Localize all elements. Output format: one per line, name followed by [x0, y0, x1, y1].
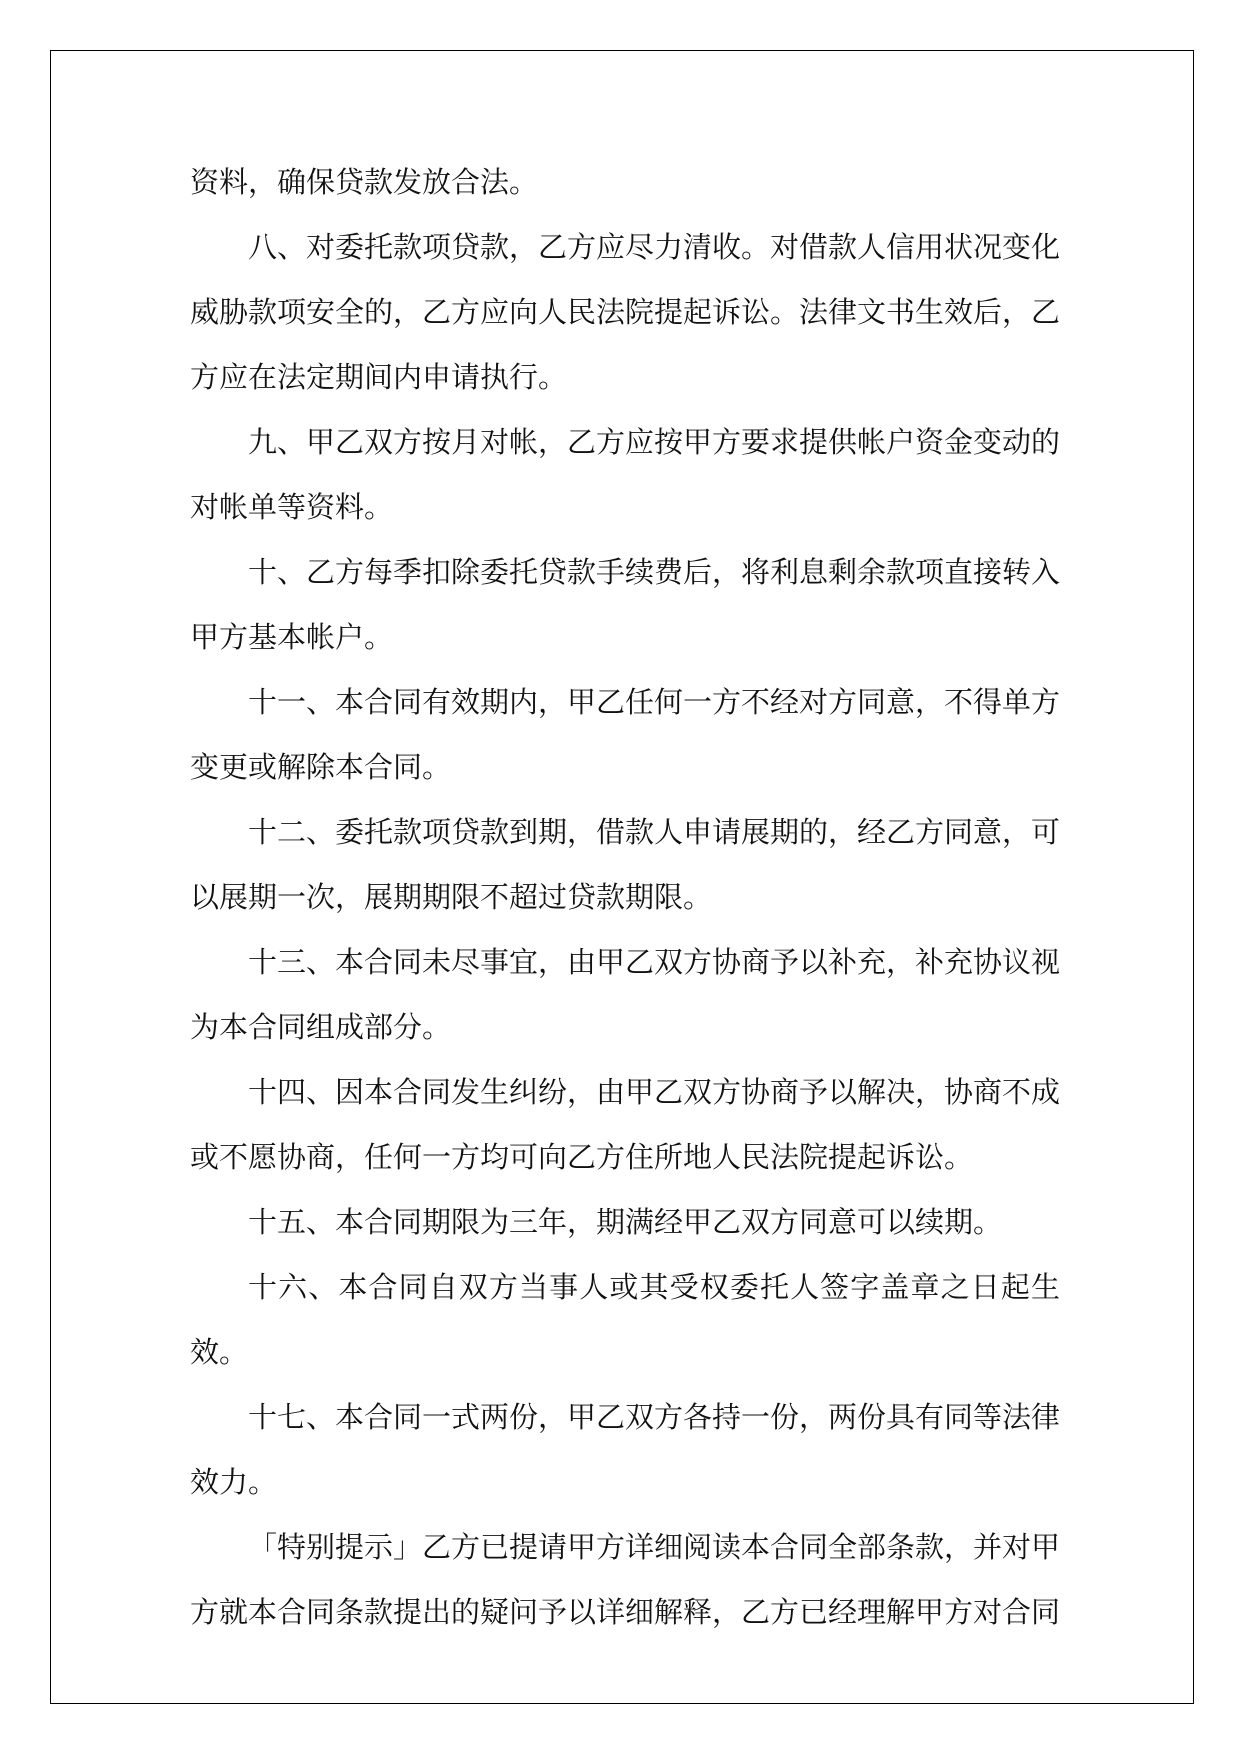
paragraph-clause-13: 十三、本合同未尽事宜，由甲乙双方协商予以补充，补充协议视为本合同组成部分。	[190, 945, 1061, 1044]
paragraph-continuation: 资料，确保贷款发放合法。	[190, 165, 539, 199]
paragraph-clause-11: 十一、本合同有效期内，甲乙任何一方不经对方同意，不得单方变更或解除本合同。	[190, 685, 1061, 784]
paragraph-clause-9: 九、甲乙双方按月对帐，乙方应按甲方要求提供帐户资金变动的对帐单等资料。	[190, 425, 1061, 524]
paragraph-clause-12: 十二、委托款项贷款到期，借款人申请展期的，经乙方同意，可以展期一次，展期期限不超过贷款期限。	[190, 815, 1061, 914]
paragraph-clause-15: 十五、本合同期限为三年，期满经甲乙双方同意可以续期。	[248, 1205, 1003, 1239]
paragraph-clause-16: 十六、本合同自双方当事人或其受权委托人签字盖章之日起生效。	[190, 1270, 1060, 1369]
paragraph-clause-17: 十七、本合同一式两份，甲乙双方各持一份，两份具有同等法律效力。	[190, 1400, 1061, 1499]
paragraph-clause-8: 八、对委托款项贷款，乙方应尽力清收。对借款人信用状况变化威胁款项安全的，乙方应向人民法院提起诉讼。法律文书生效后，乙方应在法定期间内申请执行。	[190, 230, 1061, 394]
paragraph-special-notice: 「特别提示」乙方已提请甲方详细阅读本合同全部条款，并对甲方就本合同条款提出的疑问予以详细解释，乙方已经理解甲方对合同	[190, 1530, 1061, 1629]
document-body	[190, 150, 1060, 1645]
paragraph-clause-10: 十、乙方每季扣除委托贷款手续费后，将利息剩余款项直接转入甲方基本帐户。	[190, 555, 1061, 654]
paragraph-clause-14: 十四、因本合同发生纠纷，由甲乙双方协商予以解决，协商不成或不愿协商，任何一方均可向乙方住所地人民法院提起诉讼。	[190, 1075, 1061, 1174]
